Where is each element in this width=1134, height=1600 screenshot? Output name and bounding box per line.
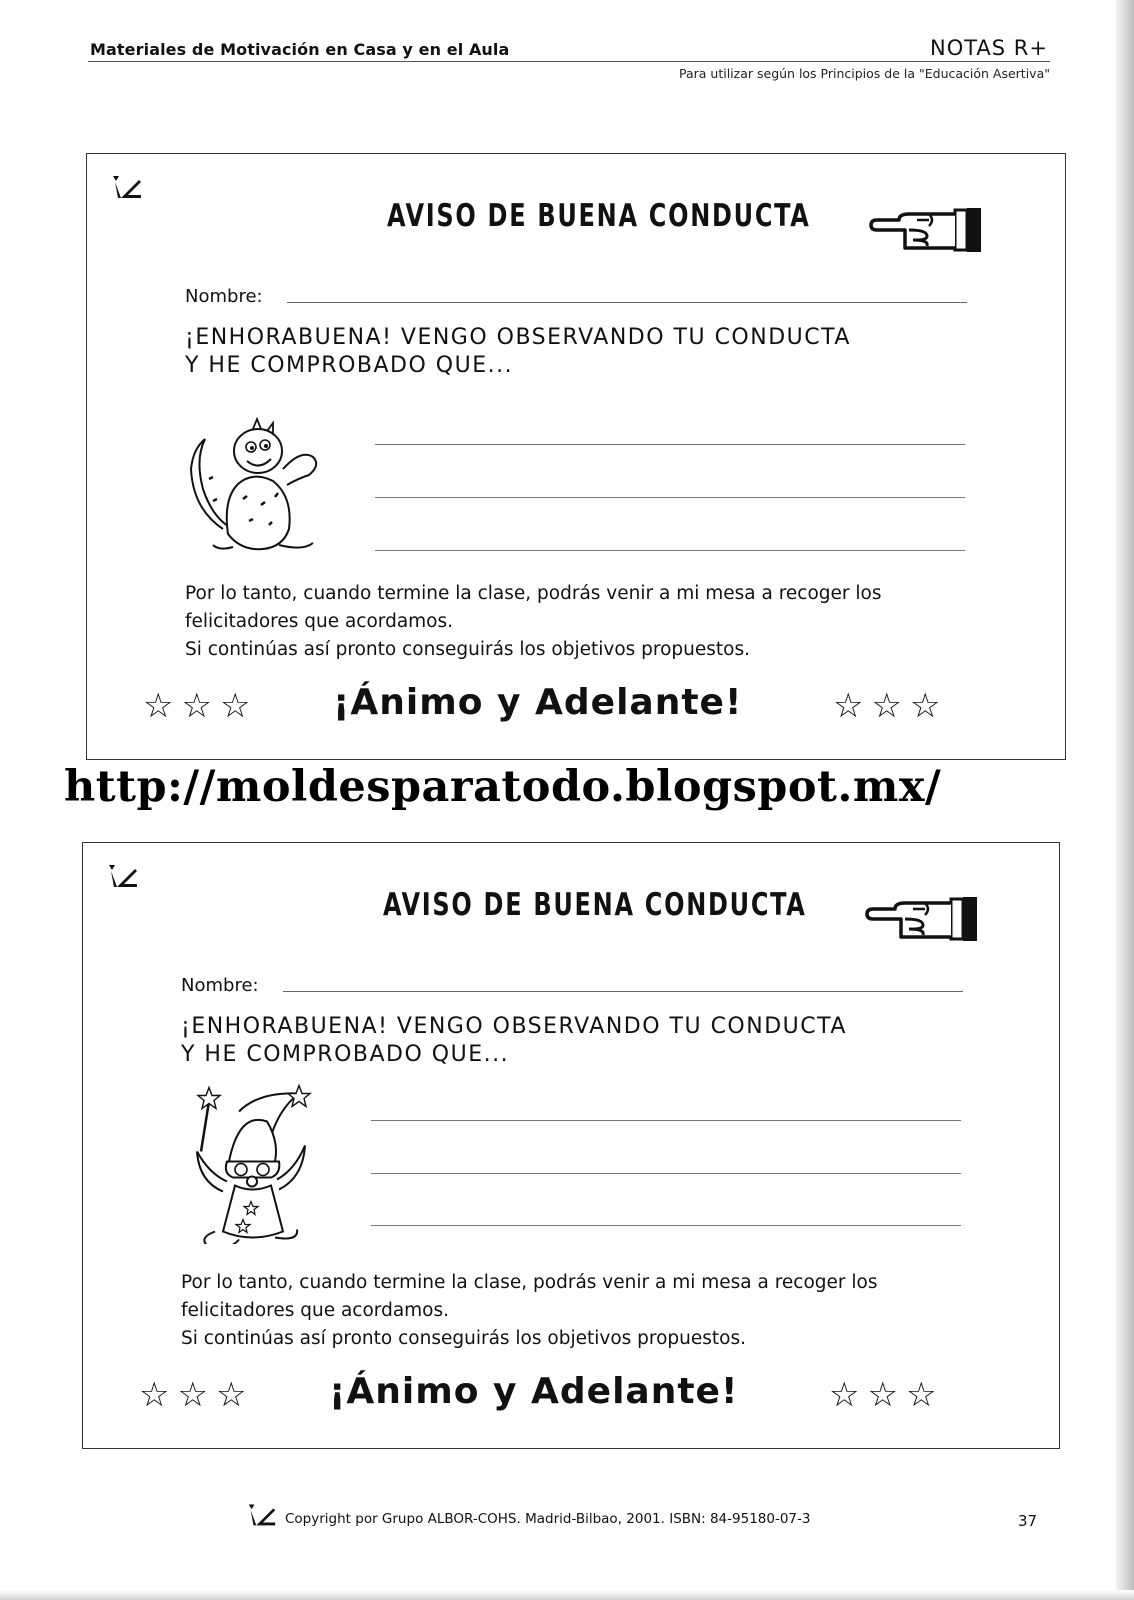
- page-bottom-edge: [0, 1590, 1134, 1600]
- body-line-1: Por lo tanto, cuando termine la clase, podrás venir a mi mesa a recoger los: [181, 1272, 878, 1293]
- card-title: AVISO DE BUENA CONDUCTA: [383, 887, 807, 923]
- congrats-line-1: ¡ENHORABUENA! VENGO OBSERVANDO TU CONDUCTA: [181, 1014, 847, 1039]
- name-label: Nombre:: [181, 975, 259, 996]
- write-line-1: [375, 444, 965, 445]
- write-line-1: [371, 1120, 961, 1121]
- name-write-line: [283, 991, 963, 992]
- pointing-hand-icon: [865, 889, 981, 947]
- congrats-text: [185, 324, 851, 380]
- write-line-3: [375, 550, 965, 551]
- header-rule: [88, 61, 1050, 62]
- header-right-title: NOTAS R+: [930, 36, 1048, 60]
- copyright-text: Copyright por Grupo ALBOR-COHS. Madrid-Bilbao, 2001. ISBN: 84-95180-07-3: [285, 1511, 811, 1527]
- card-title: AVISO DE BUENA CONDUCTA: [387, 198, 811, 234]
- congrats-line-2: Y HE COMPROBADO QUE...: [185, 353, 514, 378]
- body-line-1: Por lo tanto, cuando termine la clase, podrás venir a mi mesa a recoger los: [185, 583, 882, 604]
- body-line-2: felicitadores que acordamos.: [185, 611, 454, 632]
- header-left-title: Materiales de Motivación en Casa y en el Aula: [90, 40, 510, 59]
- stars-left: ☆☆☆: [143, 686, 259, 726]
- page-edge: [1116, 0, 1134, 1600]
- wizard-icon: [179, 1069, 339, 1244]
- watermark-url: http://moldesparatodo.blogspot.mx/: [64, 762, 942, 812]
- stars-left: ☆☆☆: [139, 1375, 255, 1415]
- congrats-line-1: ¡ENHORABUENA! VENGO OBSERVANDO TU CONDUCTA: [185, 325, 851, 350]
- notice-card-1: [86, 153, 1066, 760]
- card-footer-row: [143, 682, 1043, 732]
- congrats-line-2: Y HE COMPROBADO QUE...: [181, 1042, 510, 1067]
- body-line-2: felicitadores que acordamos.: [181, 1300, 450, 1321]
- pointing-hand-icon: [869, 200, 985, 258]
- card-body-text: [185, 580, 882, 664]
- stars-right: ☆☆☆: [829, 1375, 945, 1415]
- publisher-logo-icon: [105, 857, 141, 893]
- write-line-2: [375, 497, 965, 498]
- dragon-icon: [183, 409, 343, 559]
- stars-right: ☆☆☆: [833, 686, 949, 726]
- name-write-line: [287, 302, 967, 303]
- body-line-3: Si continúas así pronto conseguirás los objetivos propuestos.: [185, 639, 750, 660]
- card-footer-row: [139, 1371, 1039, 1421]
- publisher-logo-icon: [109, 168, 145, 204]
- header-subtitle: Para utilizar según los Principios de la "Educación Asertiva": [679, 66, 1050, 81]
- write-line-3: [371, 1225, 961, 1226]
- page-number: 37: [1018, 1512, 1038, 1530]
- write-line-2: [371, 1173, 961, 1174]
- name-label: Nombre:: [185, 286, 263, 307]
- cheer-text: ¡Ánimo y Adelante!: [329, 1371, 739, 1412]
- body-line-3: Si continúas así pronto conseguirás los objetivos propuestos.: [181, 1328, 746, 1349]
- congrats-text: [181, 1013, 847, 1069]
- cheer-text: ¡Ánimo y Adelante!: [333, 682, 743, 723]
- publisher-logo-icon: [245, 1497, 279, 1531]
- card-body-text: [181, 1269, 878, 1353]
- notice-card-2: [82, 842, 1060, 1449]
